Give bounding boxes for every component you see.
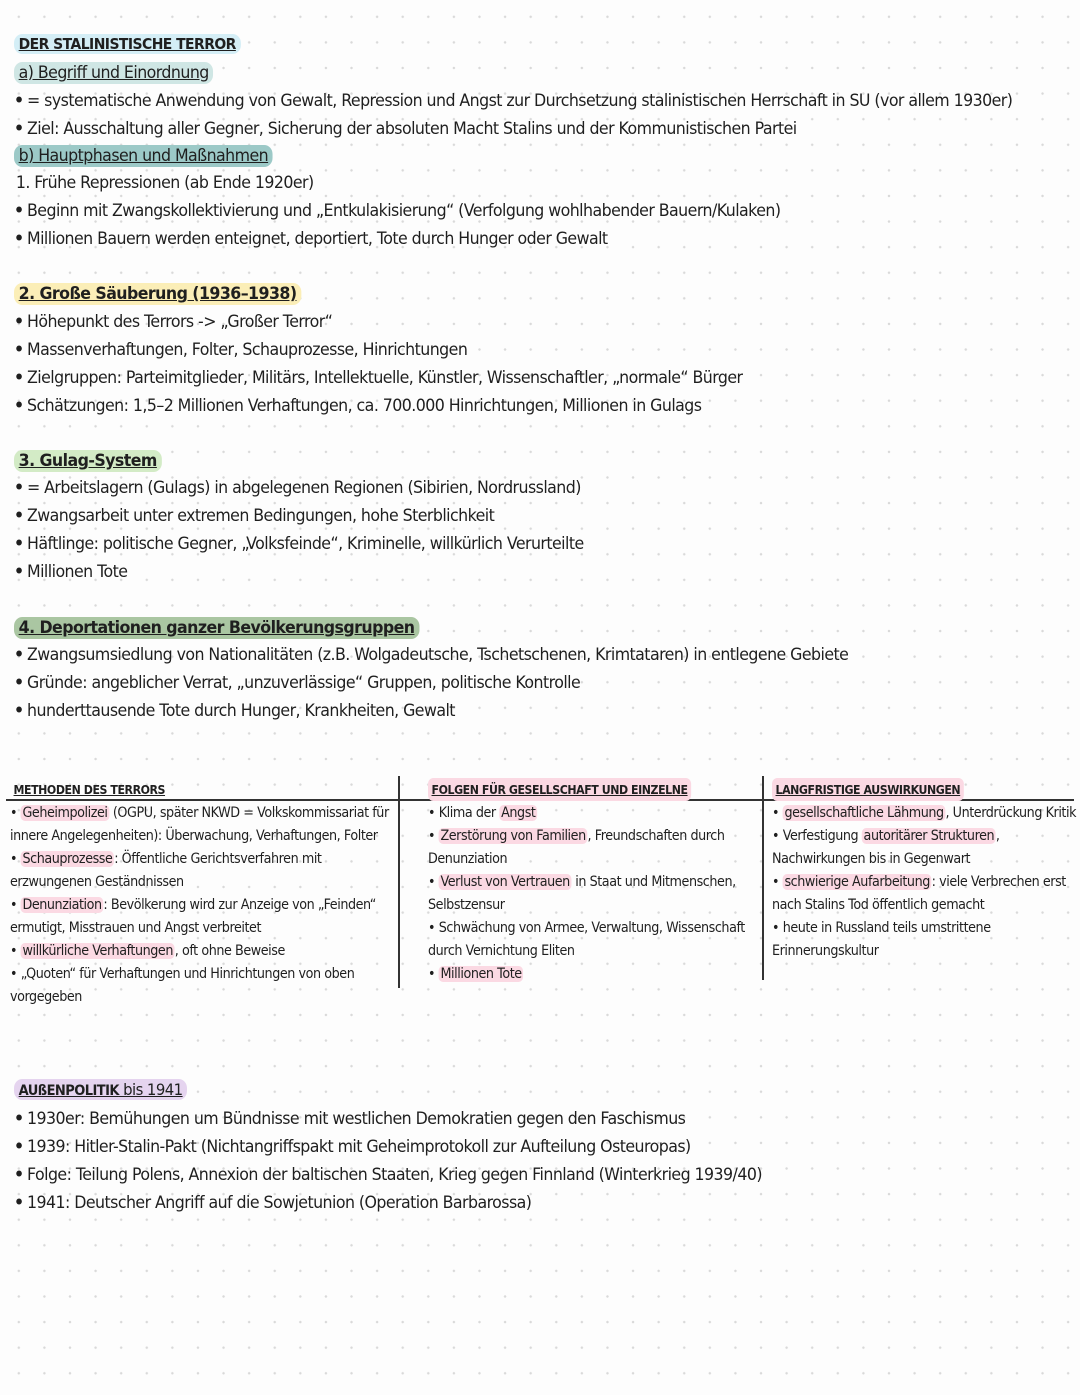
table-cell-line bbox=[10, 802, 389, 825]
cell-text: Denunziation bbox=[428, 851, 508, 867]
list-item: • Höhepunkt des Terrors -> „Großer Terror“ bbox=[14, 310, 332, 334]
cell-text: , Freundschaften durch bbox=[587, 828, 725, 844]
table-cell-line bbox=[10, 963, 355, 986]
table-cell-line bbox=[428, 802, 718, 825]
cell-text: in Staat und Mitmenschen, bbox=[571, 874, 736, 890]
section2-title-line bbox=[14, 1078, 187, 1103]
cell-text: : viele Verbrechen erst bbox=[931, 874, 1066, 890]
section2-title-rest: bis 1941 bbox=[118, 1080, 183, 1099]
list-item: • 1941: Deutscher Angriff auf die Sowjetunion (Operation Barbarossa) bbox=[14, 1191, 531, 1215]
cell-text: innere Angelegenheiten): Überwachung, Verhaftungen, Folter bbox=[10, 828, 378, 844]
list-item: • Millionen Bauern werden enteignet, deportiert, Tote durch Hunger oder Gewalt bbox=[14, 227, 608, 251]
table-cell-line bbox=[428, 848, 718, 871]
list-item: • hunderttausende Tote durch Hunger, Krankheiten, Gewalt bbox=[14, 699, 455, 723]
table-cell-line bbox=[772, 894, 1040, 917]
highlighted-term: gesellschaftliche Lähmung bbox=[784, 805, 944, 821]
table-cell-line bbox=[10, 986, 349, 1009]
table-column-longterm bbox=[772, 778, 1076, 963]
cell-text: , bbox=[995, 828, 1000, 844]
subheading-a: a) Begriff und Einordnung bbox=[14, 62, 213, 84]
highlighted-term: Verlust von Vertrauen bbox=[440, 874, 570, 890]
column-header: METHODEN DES TERRORS bbox=[13, 782, 166, 797]
list-item: • Häftlinge: politische Gegner, „Volksfeinde“, Kriminelle, willkürlich Verurteilte bbox=[14, 532, 584, 556]
table-cell-line bbox=[772, 940, 1040, 963]
subheading-a-line bbox=[14, 61, 213, 85]
cell-text: vorgegeben bbox=[10, 989, 82, 1005]
list-item: • 1939: Hitler-Stalin-Pakt (Nichtangriffspakt mit Geheimprotokoll zur Aufteilung Osteuropas) bbox=[14, 1135, 691, 1159]
highlighted-term: Millionen Tote bbox=[440, 966, 522, 982]
table-cell-line bbox=[772, 871, 1066, 894]
cell-text: Nachwirkungen bis in Gegenwart bbox=[772, 851, 971, 867]
table-cell-line bbox=[10, 940, 349, 963]
phase1-title: 1. Frühe Repressionen (ab Ende 1920er) bbox=[15, 173, 314, 193]
cell-text: durch Vernichtung Eliten bbox=[428, 943, 575, 959]
phase3-title: 3. Gulag-System bbox=[14, 450, 162, 472]
highlighted-term: Zerstörung von Familien bbox=[440, 828, 586, 844]
cell-text: Selbstzensur bbox=[428, 897, 505, 913]
cell-text: Schwächung von Armee, Verwaltung, Wissenschaft bbox=[438, 920, 745, 936]
table-cell-line bbox=[10, 894, 376, 917]
cell-text: : Bevölkerung wird zur Anzeige von „Feinden“ bbox=[103, 897, 376, 913]
table-cell-line bbox=[428, 825, 725, 848]
cell-text: Klima der bbox=[438, 805, 500, 821]
highlighted-term: Angst bbox=[501, 805, 536, 821]
table-cell-line bbox=[428, 871, 736, 894]
table-cell-line bbox=[772, 825, 1040, 848]
highlighted-term: schwierige Aufarbeitung bbox=[784, 874, 930, 890]
cell-text: , oft ohne Beweise bbox=[174, 943, 285, 959]
cell-text: : Öffentliche Gerichtsverfahren mit bbox=[114, 851, 322, 867]
list-item: • Zwangsumsiedlung von Nationalitäten (z.B. Wolgadeutsche, Tschetschenen, Krimtataren) in entlegene Gebiete bbox=[14, 643, 848, 667]
column-header-line bbox=[428, 778, 718, 802]
cell-text: erzwungenen Geständnissen bbox=[10, 874, 184, 890]
list-item: • Beginn mit Zwangskollektivierung und „Entkulakisierung“ (Verfolgung wohlhabender Bauern/Kulaken) bbox=[14, 199, 780, 223]
cell-text: heute in Russland teils umstrittene bbox=[782, 920, 991, 936]
cell-text: , Unterdrückung Kritik bbox=[945, 805, 1077, 821]
table-cell-line bbox=[428, 940, 718, 963]
highlighted-term: Schauprozesse bbox=[22, 851, 113, 867]
cell-text: nach Stalins Tod öffentlich gemacht bbox=[772, 897, 985, 913]
column-header: FOLGEN FÜR GESELLSCHAFT UND EINZELNE bbox=[428, 778, 691, 801]
list-item: • = Arbeitslagern (Gulags) in abgelegenen Regionen (Sibirien, Nordrussland) bbox=[14, 476, 581, 500]
list-item: • 1930er: Bemühungen um Bündnisse mit westlichen Demokratien gegen den Faschismus bbox=[14, 1107, 685, 1131]
table-cell-line bbox=[428, 894, 718, 917]
phase2-title-line bbox=[14, 282, 301, 306]
table-cell-line bbox=[428, 963, 718, 986]
highlighted-term: Geheimpolizei bbox=[22, 805, 108, 821]
table-cell-line bbox=[10, 825, 378, 848]
list-item: • Millionen Tote bbox=[14, 560, 127, 584]
table-cell-line bbox=[428, 917, 745, 940]
table-cell-line bbox=[10, 848, 349, 871]
list-item: • = systematische Anwendung von Gewalt, Repression und Angst zur Durchsetzung stalinistischen Herrschaft in SU (vor allem 1930er) bbox=[14, 89, 1012, 113]
column-header-line bbox=[772, 778, 1040, 802]
phase4-title-line bbox=[14, 616, 419, 640]
list-item: • Folge: Teilung Polens, Annexion der baltischen Staaten, Krieg gegen Finnland (Winterkrieg 1939/40) bbox=[14, 1163, 762, 1187]
phase4-title: 4. Deportationen ganzer Bevölkerungsgruppen bbox=[14, 617, 419, 639]
list-item: • Zwangsarbeit unter extremen Bedingungen, hohe Sterblichkeit bbox=[14, 504, 494, 528]
list-item: • Gründe: angeblicher Verrat, „unzuverlässige“ Gruppen, politische Kontrolle bbox=[14, 671, 580, 695]
table-cell-line bbox=[772, 848, 1040, 871]
cell-text: ermutigt, Misstrauen und Angst verbreitet bbox=[10, 920, 262, 936]
highlighted-term: Denunziation bbox=[22, 897, 102, 913]
column-header-line bbox=[10, 778, 349, 802]
table-divider-vertical bbox=[762, 776, 764, 980]
page-title: DER STALINISTISCHE TERROR bbox=[14, 34, 241, 54]
list-item: • Massenverhaftungen, Folter, Schauprozesse, Hinrichtungen bbox=[14, 338, 467, 362]
list-item: • Ziel: Ausschaltung aller Gegner, Sicherung der absoluten Macht Stalins und der Kommunistischen Partei bbox=[14, 117, 797, 141]
cell-text: Verfestigung bbox=[782, 828, 862, 844]
cell-text: „Quoten“ für Verhaftungen und Hinrichtungen von oben bbox=[20, 966, 355, 982]
highlighted-term: autoritärer Strukturen bbox=[863, 828, 995, 844]
page-title-line bbox=[14, 32, 241, 56]
table-cell-line bbox=[10, 871, 349, 894]
table-column-consequences bbox=[428, 778, 758, 986]
subheading-b-line bbox=[14, 144, 273, 168]
cell-text: (OGPU, später NKWD = Volkskommissariat für bbox=[109, 805, 389, 821]
phase2-title: 2. Große Säuberung (1936–1938) bbox=[14, 283, 301, 305]
column-header: LANGFRISTIGE AUSWIRKUNGEN bbox=[772, 778, 964, 801]
phase3-title-line bbox=[14, 449, 162, 473]
section2-title-bold: AUßENPOLITIK bbox=[18, 1083, 119, 1099]
table-cell-line bbox=[772, 917, 1040, 940]
section2-title bbox=[14, 1079, 187, 1100]
highlighted-term: willkürliche Verhaftungen bbox=[22, 943, 173, 959]
table-cell-line bbox=[772, 802, 1077, 825]
cell-text: Erinnerungskultur bbox=[772, 943, 879, 959]
table-cell-line bbox=[10, 917, 349, 940]
table-column-methods bbox=[10, 778, 395, 1009]
list-item: • Zielgruppen: Parteimitglieder, Militärs, Intellektuelle, Künstler, Wissenschaftler, „normale“ Bürger bbox=[14, 366, 742, 390]
table-divider-vertical bbox=[398, 776, 400, 988]
list-item: • Schätzungen: 1,5–2 Millionen Verhaftungen, ca. 700.000 Hinrichtungen, Millionen in Gulags bbox=[14, 394, 701, 418]
subheading-b: b) Hauptphasen und Maßnahmen bbox=[14, 145, 273, 167]
